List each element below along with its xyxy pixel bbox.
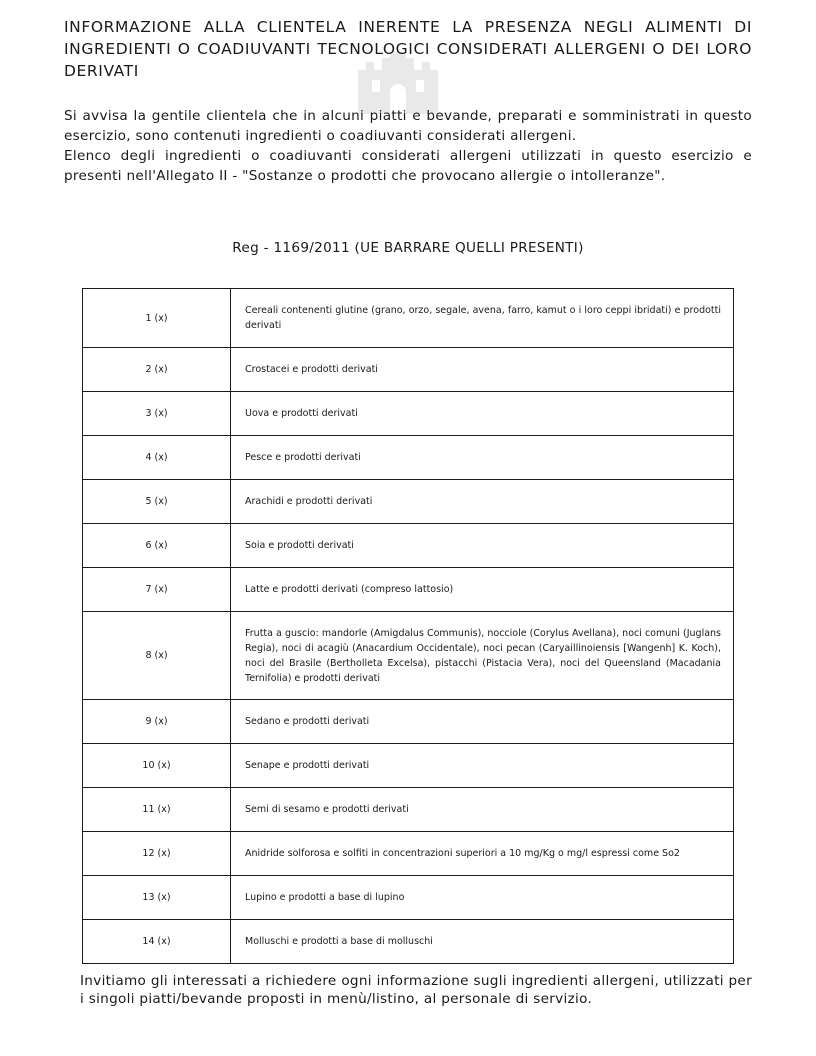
allergen-description: Cereali contenenti glutine (grano, orzo, segale, avena, farro, kamut o i loro ceppi ibridati) e prodotti derivati: [231, 289, 734, 348]
allergen-description: Molluschi e prodotti a base di molluschi: [231, 920, 734, 964]
regulation-heading: Reg - 1169/2011 (UE BARRARE QUELLI PRESENTI): [232, 240, 584, 256]
allergen-description: Frutta a guscio: mandorle (Amigdalus Communis), nocciole (Corylus Avellana), noci comuni (Juglans Regia), noci di acagiù (Anacardium Occidentale), noci pecan (Caryaillinoiensis [Wangenh] K. Koch), noci del Brasile (Bertholleta Excelsa), pistacchi (Pistacia Vera), noci del Queensland (Macadania Ternifolia) e prodotti derivati: [231, 612, 734, 700]
allergen-description: Lupino e prodotti a base di lupino: [231, 876, 734, 920]
intro-paragraph-list: Elenco degli ingredienti o coadiuvanti considerati allergeni utilizzati in questo esercizio e presenti nell'Allegato II - "Sostanze o prodotti che provocano allergie o intolleranze".: [64, 148, 752, 184]
allergen-description: Semi di sesamo e prodotti derivati: [231, 788, 734, 832]
allergen-description: Uova e prodotti derivati: [231, 392, 734, 436]
allergen-number: 9 (x): [83, 700, 231, 744]
allergen-description: Soia e prodotti derivati: [231, 524, 734, 568]
intro-text: [64, 106, 752, 186]
table-row: [83, 524, 734, 568]
allergen-description: Pesce e prodotti derivati: [231, 436, 734, 480]
table-row: [83, 700, 734, 744]
allergen-description: Crostacei e prodotti derivati: [231, 348, 734, 392]
table-row: [83, 832, 734, 876]
table-row: [83, 876, 734, 920]
allergen-number: 14 (x): [83, 920, 231, 964]
table-row: [83, 348, 734, 392]
table-row: [83, 568, 734, 612]
table-row: [83, 480, 734, 524]
table-row: [83, 289, 734, 348]
table-row: [83, 436, 734, 480]
intro-paragraph-notice: Si avvisa la gentile clientela che in alcuni piatti e bevande, preparati e somministrati in questo esercizio, sono contenuti ingredienti o coadiuvanti considerati allergeni.: [64, 108, 752, 144]
allergen-number: 13 (x): [83, 876, 231, 920]
table-row: [83, 612, 734, 700]
allergen-description: Latte e prodotti derivati (compreso lattosio): [231, 568, 734, 612]
allergen-number: 12 (x): [83, 832, 231, 876]
allergen-number: 11 (x): [83, 788, 231, 832]
allergen-number: 10 (x): [83, 744, 231, 788]
table-row: [83, 392, 734, 436]
table-row: [83, 744, 734, 788]
allergen-description: Senape e prodotti derivati: [231, 744, 734, 788]
table-row: [83, 920, 734, 964]
page-title: INFORMAZIONE ALLA CLIENTELA INERENTE LA PRESENZA NEGLI ALIMENTI DI INGREDIENTI O COADIUVANTI TECNOLOGICI CONSIDERATI ALLERGENI O DEI LORO DERIVATI: [64, 18, 752, 80]
allergen-table: [82, 288, 734, 964]
allergen-number: 8 (x): [83, 612, 231, 700]
allergen-number: 4 (x): [83, 436, 231, 480]
allergen-number: 1 (x): [83, 289, 231, 348]
allergen-number: 2 (x): [83, 348, 231, 392]
allergen-number: 6 (x): [83, 524, 231, 568]
allergen-description: Arachidi e prodotti derivati: [231, 480, 734, 524]
allergen-description: Sedano e prodotti derivati: [231, 700, 734, 744]
footer-note: Invitiamo gli interessati a richiedere ogni informazione sugli ingredienti allergeni, utilizzati per i singoli piatti/bevande proposti in menù/listino, al personale di servizio.: [80, 973, 752, 1007]
allergen-description: Anidride solforosa e solfiti in concentrazioni superiori a 10 mg/Kg o mg/l espressi come So2: [231, 832, 734, 876]
allergen-number: 7 (x): [83, 568, 231, 612]
allergen-number: 3 (x): [83, 392, 231, 436]
allergen-number: 5 (x): [83, 480, 231, 524]
table-row: [83, 788, 734, 832]
